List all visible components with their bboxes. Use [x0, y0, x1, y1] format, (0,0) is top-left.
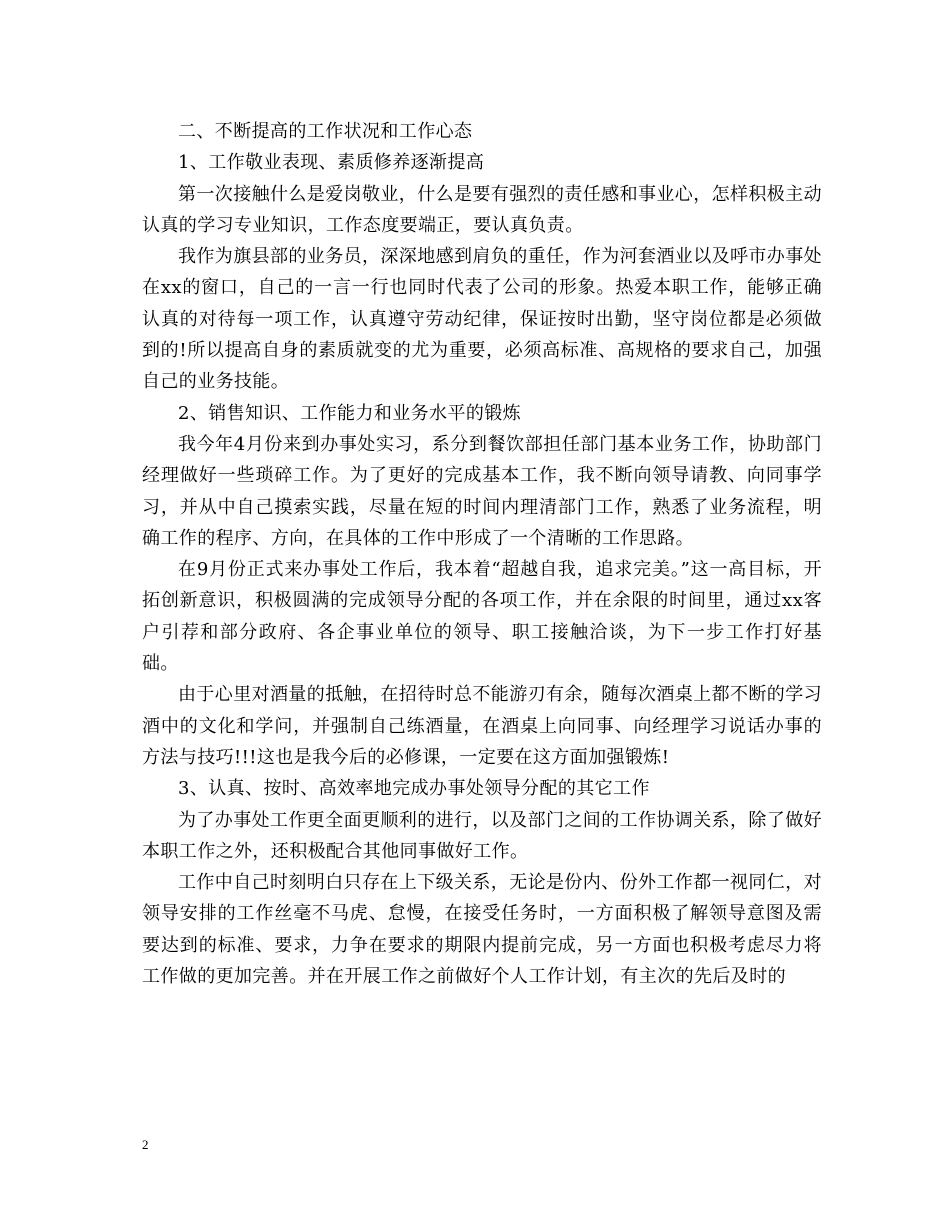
body-paragraph: 我作为旗县部的业务员，深深地感到肩负的重任，作为河套酒业以及呼市办事处在xx的窗口，自己的一言一行也同时代表了公司的形象。热爱本职工作，能够正确认真的对待每一项工作，认真遵守劳动纪律，保证按时出勤，坚守岗位都是必须做到的!所以提高自身的素质就变的尤为重要，必须高标准、高规格的要求自己，加强自己的业务技能。	[142, 246, 822, 393]
body-paragraph: 我今年4月份来到办事处实习，系分到餐饮部担任部门基本业务工作，协助部门经理做好一些琐碎工作。为了更好的完成基本工作，我不断向领导请教、向同事学习，并从中自己摸索实践，尽量在短的时间内理清部门工作，熟悉了业务流程，明确工作的程序、方向，在具体的工作中形成了一个清晰的工作思路。	[142, 433, 822, 549]
page-number: 2	[142, 1137, 149, 1152]
body-paragraph: 为了办事处工作更全面更顺利的进行，以及部门之间的工作协调关系，除了做好本职工作之外，还积极配合其他同事做好工作。	[142, 809, 822, 862]
body-paragraph: 工作中自己时刻明白只存在上下级关系，无论是份内、份外工作都一视同仁，对领导安排的工作丝毫不马虎、怠慢，在接受任务时，一方面积极了解领导意图及需要达到的标准、要求，力争在要求的期限内提前完成，另一方面也积极考虑尽力将工作做的更加完善。并在开展工作之前做好个人工作计划，有主次的先后及时的	[142, 872, 822, 988]
section-heading: 二、不断提高的工作状况和工作心态	[178, 121, 473, 142]
subsection-heading: 2、销售知识、工作能力和业务水平的锻炼	[178, 402, 522, 424]
document-body	[142, 116, 822, 992]
body-paragraph: 由于心里对酒量的抵触，在招待时总不能游刃有余，随每次酒桌上都不断的学习酒中的文化和学问，并强制自己练酒量，在酒桌上向同事、向经理学习说话办事的方法与技巧!!!这也是我今后的必修课，一定要在这方面加强锻炼!	[142, 684, 822, 768]
subsection-heading: 1、工作敬业表现、素质修养逐渐提高	[178, 152, 485, 174]
subsection-heading: 3、认真、按时、高效率地完成办事处领导分配的其它工作	[178, 778, 650, 800]
body-paragraph: 第一次接触什么是爱岗敬业，什么是要有强烈的责任感和事业心，怎样积极主动认真的学习专业知识，工作态度要端正，要认真负责。	[142, 183, 822, 236]
body-paragraph: 在9月份正式来办事处工作后，我本着“超越自我，追求完美。”这一高目标，开拓创新意识，积极圆满的完成领导分配的各项工作，并在余限的时间里，通过xx客户引荐和部分政府、各企事业单位的领导、职工接触洽谈，为下一步工作打好基础。	[142, 559, 822, 675]
